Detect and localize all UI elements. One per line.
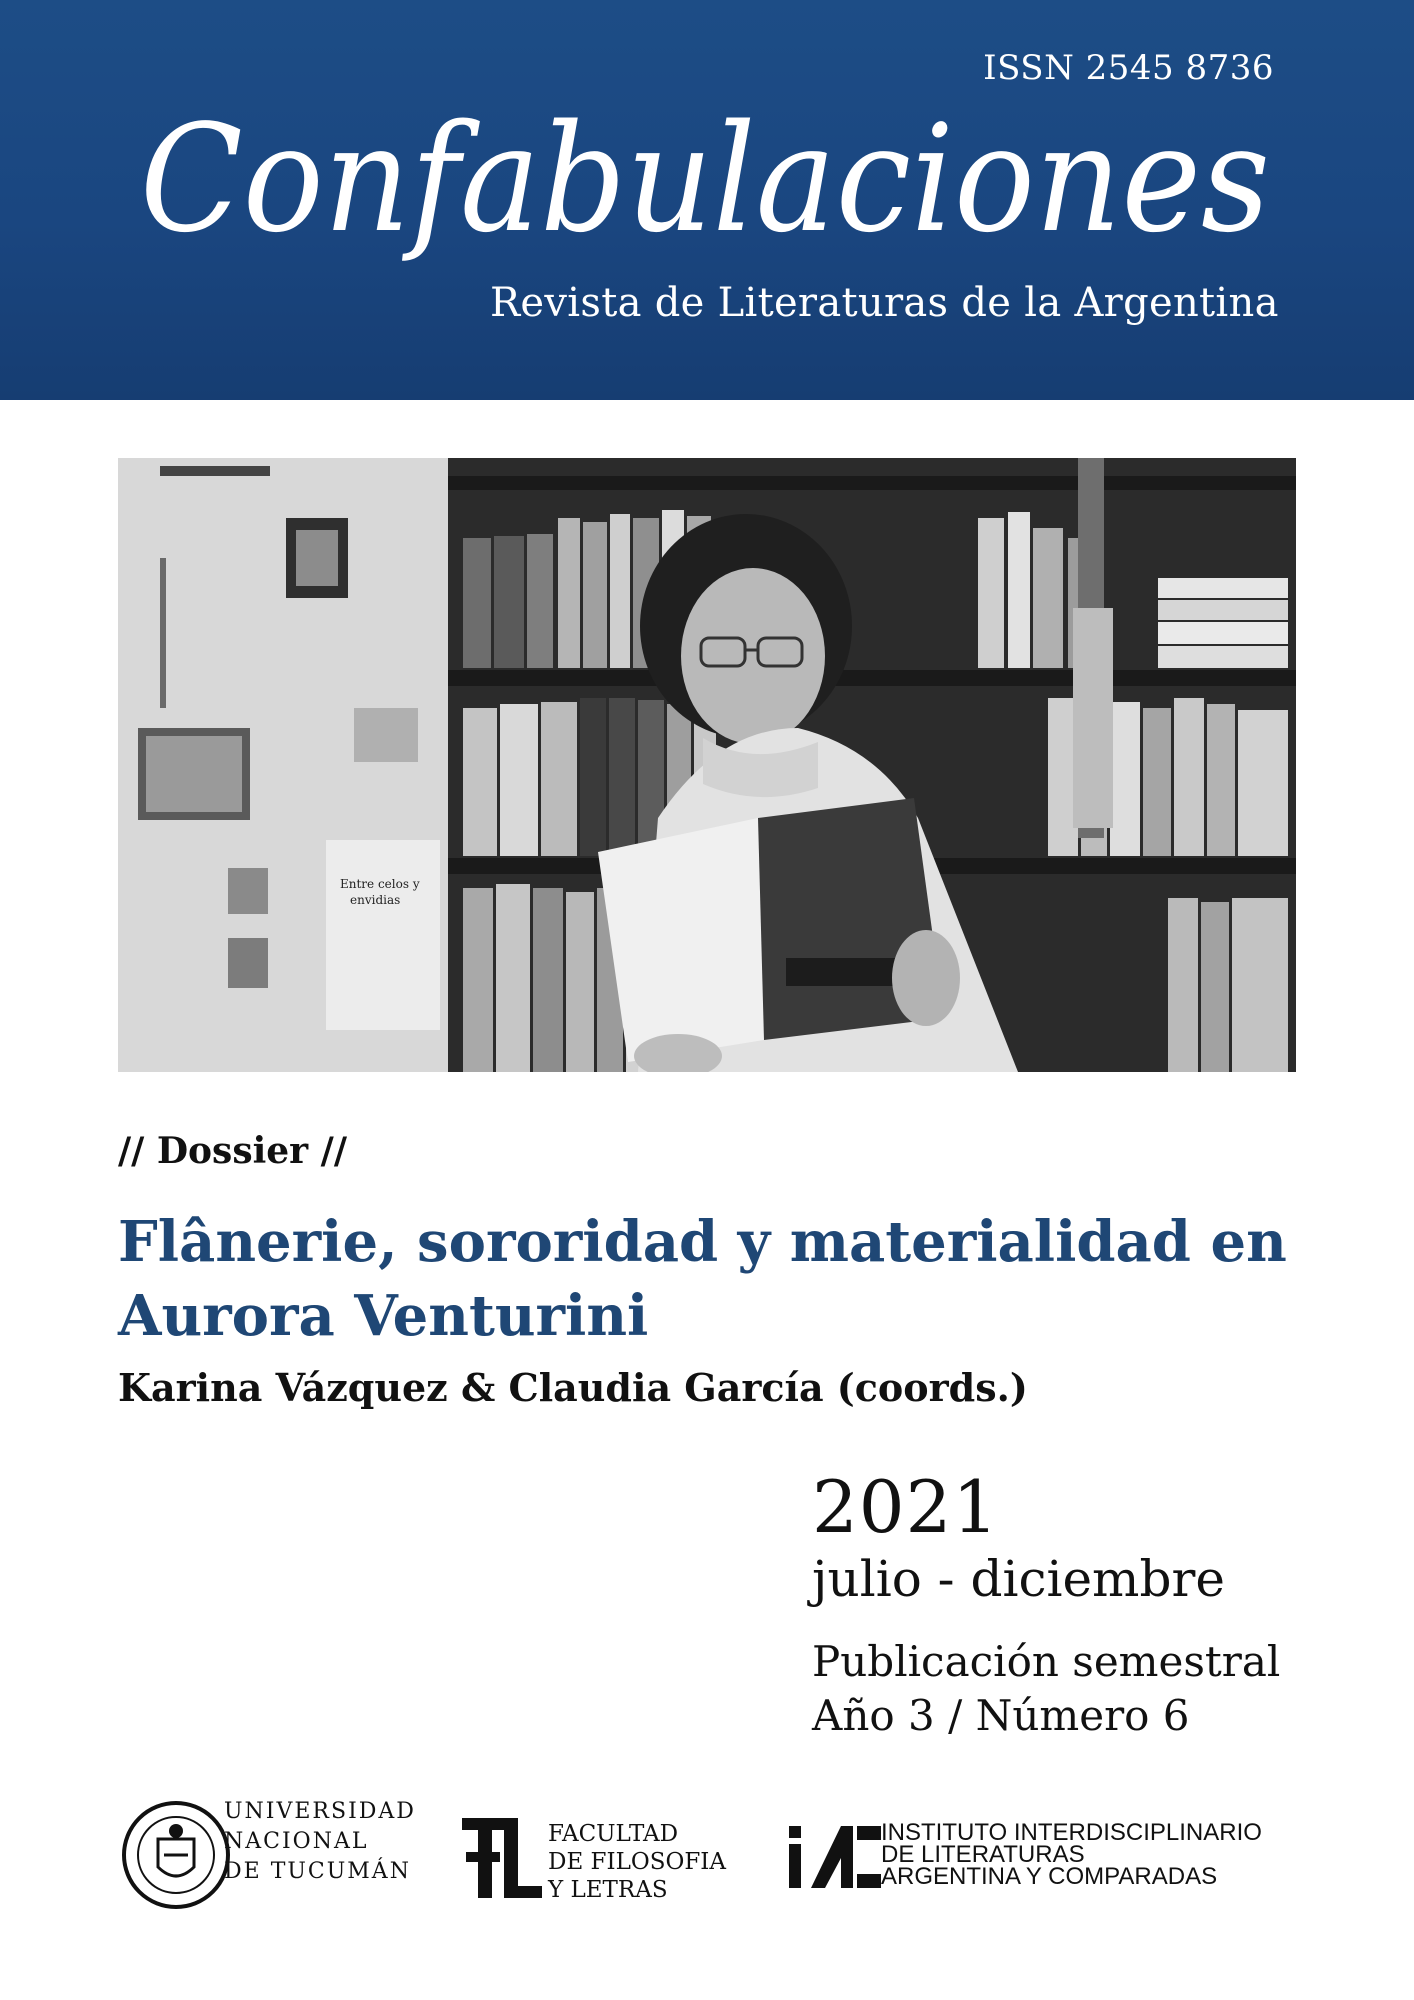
journal-subtitle: Revista de Literaturas de la Argentina [490, 280, 1279, 326]
issn: ISSN 2545 8736 [983, 48, 1274, 88]
issue-info [812, 1635, 1280, 1743]
issue-volume: Año 3 / Número 6 [812, 1691, 1190, 1740]
unt-seal-icon [120, 1795, 232, 1915]
iil-line-3: ARGENTINA Y COMPARADAS [881, 1863, 1218, 1890]
dossier-coordinators: Karina Vázquez & Claudia García (coords.) [118, 1365, 1028, 1410]
ffl-logo [460, 1812, 726, 1912]
header-banner [0, 0, 1414, 400]
journal-title-text: Confabulaciones [140, 93, 1270, 265]
unt-line-1: UNIVERSIDAD [224, 1799, 416, 1824]
ffl-line-2: DE FILOSOFIA [548, 1849, 726, 1875]
ffl-line-3: Y LETRAS [548, 1877, 668, 1903]
unt-line-2: NACIONAL [224, 1829, 369, 1854]
iil-logo [785, 1818, 1305, 1898]
dossier-tag: // Dossier // [118, 1130, 347, 1172]
journal-title [140, 90, 1290, 310]
issue-frequency: Publicación semestral [812, 1637, 1281, 1686]
unt-logo [120, 1795, 430, 1915]
dossier-title: Flânerie, sororidad y materialidad en Aurora Venturini [118, 1209, 1287, 1349]
iil-line-1: INSTITUTO INTERDISCIPLINARIO [881, 1819, 1262, 1846]
cover-photo [118, 458, 1296, 1072]
unt-line-3: DE TUCUMÁN [224, 1859, 411, 1884]
issue-year: 2021 [812, 1465, 1000, 1549]
ffl-line-1: FACULTAD [548, 1821, 679, 1847]
ffl-mark-icon [460, 1812, 544, 1904]
iil-line-2: DE LITERATURAS [881, 1841, 1085, 1868]
iil-mark-icon [785, 1822, 885, 1892]
poster-line-2: envidias [350, 893, 401, 907]
issue-period: julio - diciembre [812, 1550, 1225, 1608]
poster-line-1: Entre celos y [340, 877, 420, 891]
